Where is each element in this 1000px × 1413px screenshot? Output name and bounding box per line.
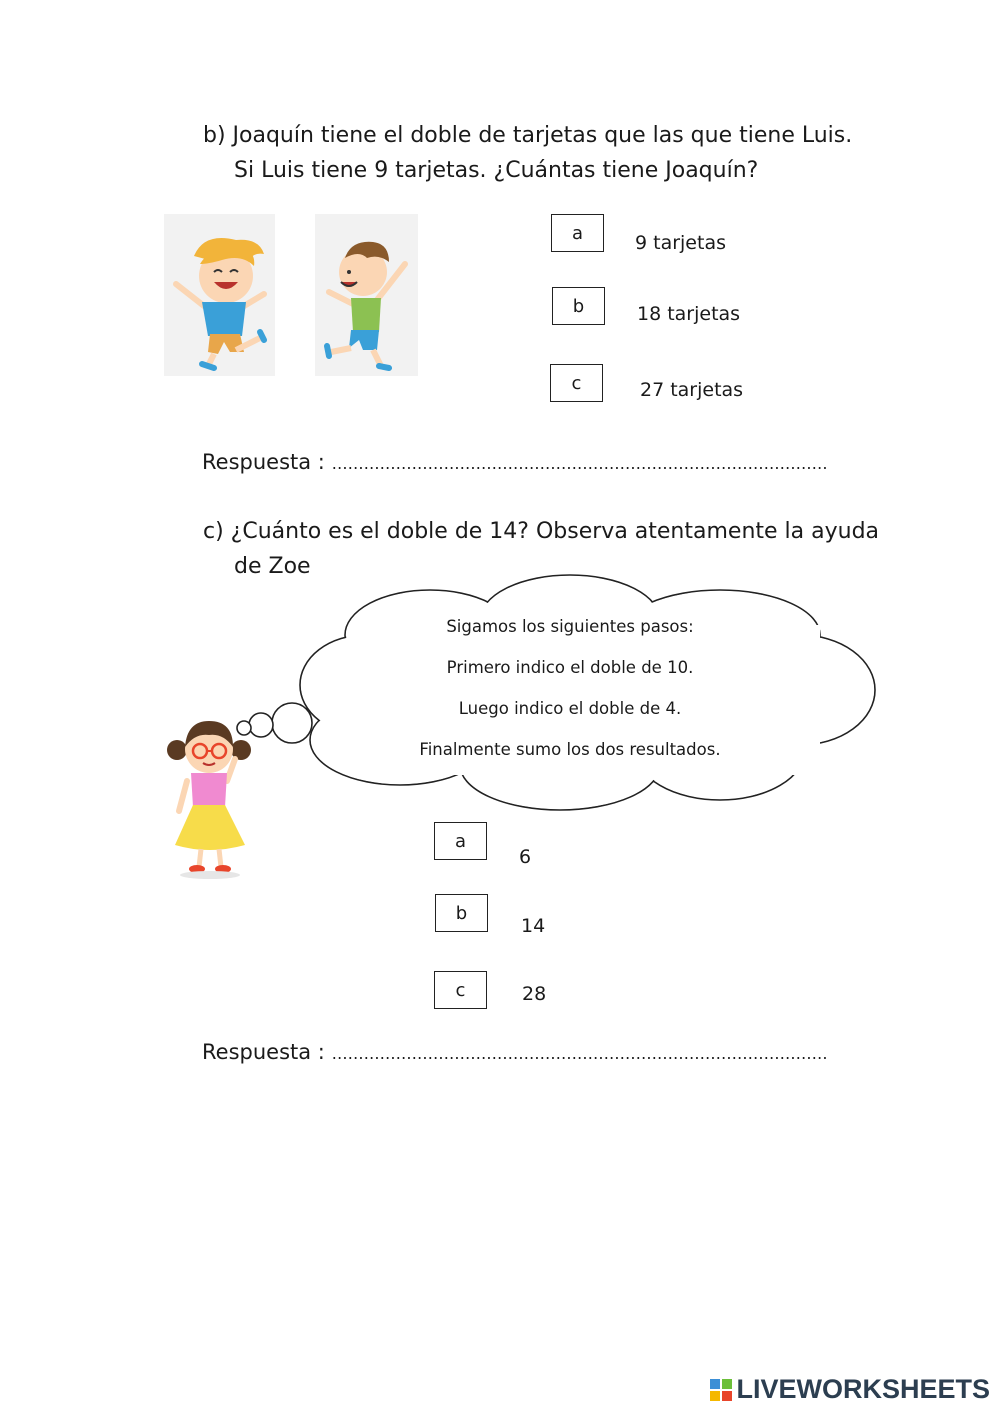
thought-cloud <box>230 565 890 825</box>
answer-b-label: Respuesta : <box>202 450 325 474</box>
answer-b-dots[interactable]: ………………………………………………………………………………… <box>331 454 828 473</box>
option-b-b-checkbox[interactable]: b <box>552 287 605 325</box>
option-c-b-text: 14 <box>521 915 546 937</box>
cloud-step-2: Primero indico el doble de 10. <box>446 658 694 677</box>
logo-mark-icon <box>710 1379 732 1401</box>
question-b-line1: b) Joaquín tiene el doble de tarjetas que las que tiene Luis. <box>203 123 853 148</box>
question-b-line2: Si Luis tiene 9 tarjetas. ¿Cuántas tiene Joaquín? <box>234 158 759 183</box>
option-c-b-checkbox[interactable]: b <box>435 894 488 932</box>
option-c-a-text: 6 <box>519 846 532 868</box>
option-c-a-checkbox[interactable]: a <box>434 822 487 860</box>
cloud-step-1: Sigamos los siguientes pasos: <box>446 617 694 636</box>
cloud-step-4: Finalmente sumo los dos resultados. <box>419 740 721 759</box>
answer-b-line <box>202 450 828 474</box>
option-b-a-text: 9 tarjetas <box>635 232 726 254</box>
boy-blonde-jumping-image <box>164 214 275 376</box>
answer-c-label: Respuesta : <box>202 1040 325 1064</box>
answer-c-line <box>202 1040 828 1064</box>
option-b-b-text: 18 tarjetas <box>637 303 741 325</box>
option-c-c-text: 28 <box>522 983 547 1005</box>
option-c-c-checkbox[interactable]: c <box>434 971 487 1009</box>
girl-zoe-image <box>165 715 255 880</box>
option-b-c-checkbox[interactable]: c <box>550 364 603 402</box>
question-c-line2: de Zoe <box>234 554 311 579</box>
cloud-step-3: Luego indico el doble de 4. <box>458 699 682 718</box>
option-b-a-checkbox[interactable]: a <box>551 214 604 252</box>
answer-c-dots[interactable]: ………………………………………………………………………………… <box>331 1044 828 1063</box>
question-c-line1: c) ¿Cuánto es el doble de 14? Observa atentamente la ayuda <box>203 519 880 544</box>
option-b-c-text: 27 tarjetas <box>640 379 744 401</box>
logo-text: LIVEWORKSHEETS <box>736 1374 990 1404</box>
liveworksheets-logo <box>710 1374 990 1405</box>
boy-brown-hair-jumping-image <box>315 214 418 376</box>
